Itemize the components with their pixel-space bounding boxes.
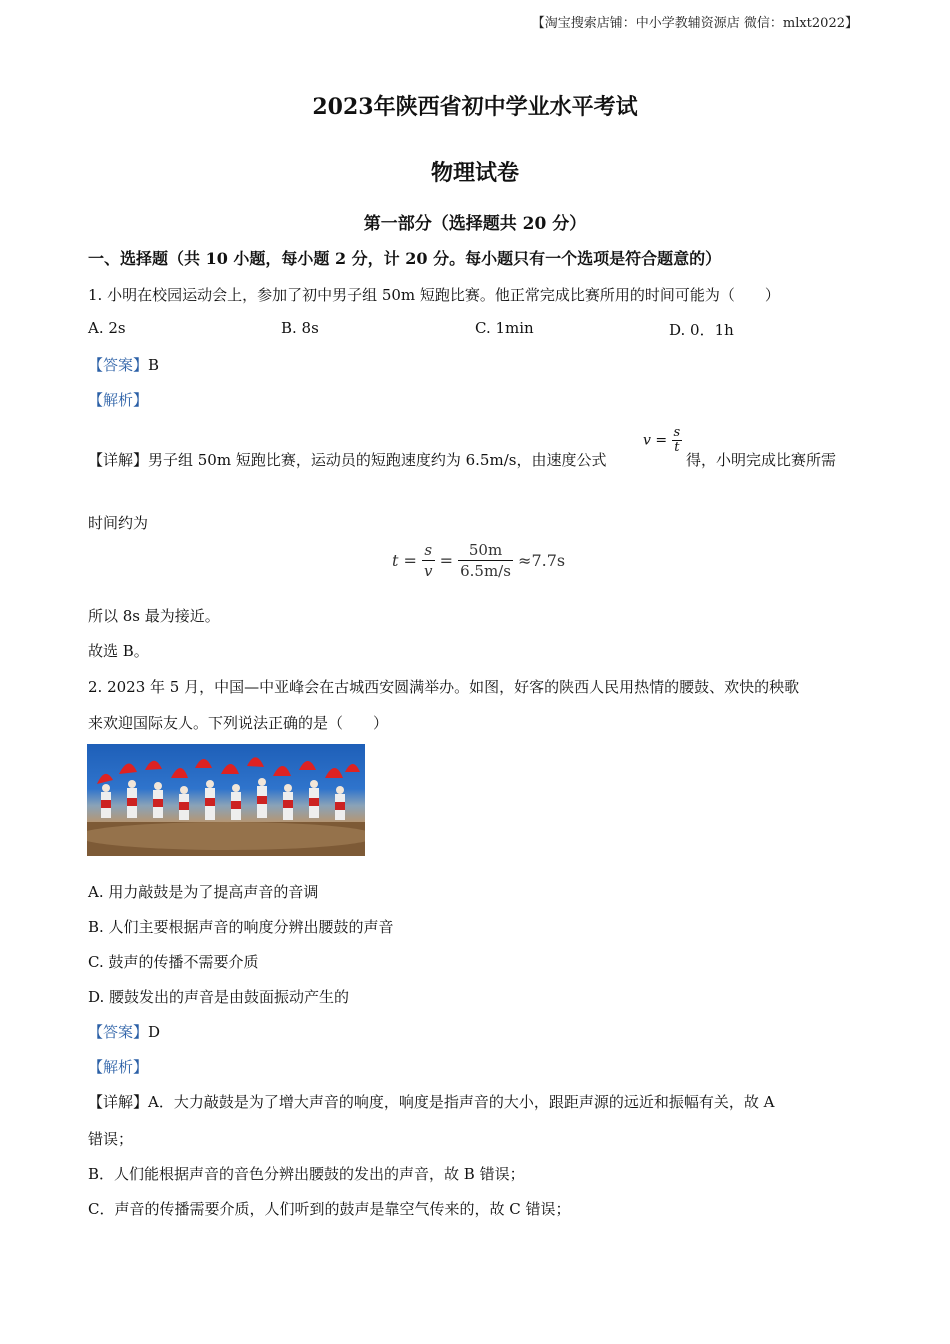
q1-conclusion: 所以 8s 最为接近。 bbox=[88, 607, 220, 625]
eq-fraction-2 bbox=[458, 540, 513, 581]
q1-choose: 故选 B。 bbox=[88, 642, 149, 660]
eq-t: t = bbox=[392, 551, 417, 570]
speed-formula bbox=[643, 426, 682, 455]
answer-value: D bbox=[148, 1023, 161, 1041]
q2-option-c: C. 鼓声的传播不需要介质 bbox=[88, 953, 259, 971]
q2-option-b: B. 人们主要根据声音的响度分辨出腰鼓的声音 bbox=[88, 918, 394, 936]
q1-option-c: C. 1min bbox=[475, 319, 534, 337]
header-note: 【淘宝搜索店铺：中小学教辅资源店 微信：mlxt2022】 bbox=[531, 16, 858, 31]
q2-stem-line2: 来欢迎国际友人。下列说法正确的是（ ） bbox=[88, 714, 389, 732]
answer-value: B bbox=[148, 356, 160, 374]
q1-answer bbox=[88, 354, 159, 375]
part-title: 第一部分（选择题共 20 分） bbox=[363, 214, 587, 234]
exam-title: 2023年陕西省初中学业水平考试 bbox=[312, 94, 638, 120]
q1-detail-line bbox=[88, 449, 606, 470]
formula-v: v = bbox=[643, 432, 668, 449]
eq-den-1: v bbox=[424, 562, 433, 580]
eq-den-2: 6.5m/s bbox=[460, 562, 511, 580]
q1-option-a: A. 2s bbox=[88, 319, 126, 337]
q1-detail-text-b: 得，小明完成比赛所需 bbox=[686, 451, 837, 469]
formula-denominator: t bbox=[674, 440, 680, 455]
waist-drum-dance-photo bbox=[87, 744, 365, 856]
q1-option-b: B. 8s bbox=[281, 319, 319, 337]
answer-label: 【答案】 bbox=[88, 1023, 149, 1041]
q1-stem: 1. 小明在校园运动会上，参加了初中男子组 50m 短跑比赛。他正常完成比赛所用的时间可能为（ ） bbox=[88, 286, 780, 304]
dancers-illustration bbox=[87, 744, 365, 856]
q2-option-d: D. 腰鼓发出的声音是由鼓面振动产生的 bbox=[88, 988, 350, 1006]
q1-option-d: D. 0．1h bbox=[669, 321, 734, 339]
q2-detail-line1: 【详解】A．大力敲鼓是为了增大声音的响度，响度是指声音的大小，跟距声源的远近和振幅有关，故 A bbox=[88, 1093, 775, 1111]
q2-detail-line2: 错误； bbox=[88, 1130, 134, 1148]
q1-detail-text-c: 时间约为 bbox=[88, 514, 149, 532]
eq-num-1: s bbox=[422, 540, 434, 561]
eq-result: ≈7.7s bbox=[518, 551, 566, 570]
formula-numerator: s bbox=[673, 425, 681, 440]
q2-stem-line1: 2. 2023 年 5 月，中国—中亚峰会在古城西安圆满举办。如图，好客的陕西人民用热情的腰鼓、欢快的秧歌 bbox=[88, 678, 800, 696]
eq-num-2: 50m bbox=[458, 540, 513, 561]
time-equation bbox=[392, 540, 565, 581]
q2-analysis-label: 【解析】 bbox=[88, 1058, 149, 1076]
answer-label: 【答案】 bbox=[88, 356, 149, 374]
q2-detail-line3: B．人们能根据声音的音色分辨出腰鼓的发出的声音，故 B 错误； bbox=[88, 1165, 525, 1183]
q2-answer bbox=[88, 1021, 160, 1042]
formula-fraction bbox=[672, 426, 683, 455]
q2-option-a: A. 用力敲鼓是为了提高声音的音调 bbox=[88, 883, 319, 901]
q1-analysis-label: 【解析】 bbox=[88, 391, 149, 409]
q2-detail-line4: C．声音的传播需要介质，人们听到的鼓声是靠空气传来的，故 C 错误； bbox=[88, 1200, 571, 1218]
section-title: 一、选择题（共 10 小题，每小题 2 分，计 20 分。每小题只有一个选项是符合题意的） bbox=[88, 249, 722, 268]
q1-detail-text-a: 【详解】男子组 50m 短跑比赛，运动员的短跑速度约为 6.5m/s，由速度公式 bbox=[88, 451, 607, 469]
eq-equals: = bbox=[439, 551, 453, 570]
eq-fraction-1 bbox=[422, 540, 434, 581]
exam-subtitle: 物理试卷 bbox=[430, 160, 519, 186]
